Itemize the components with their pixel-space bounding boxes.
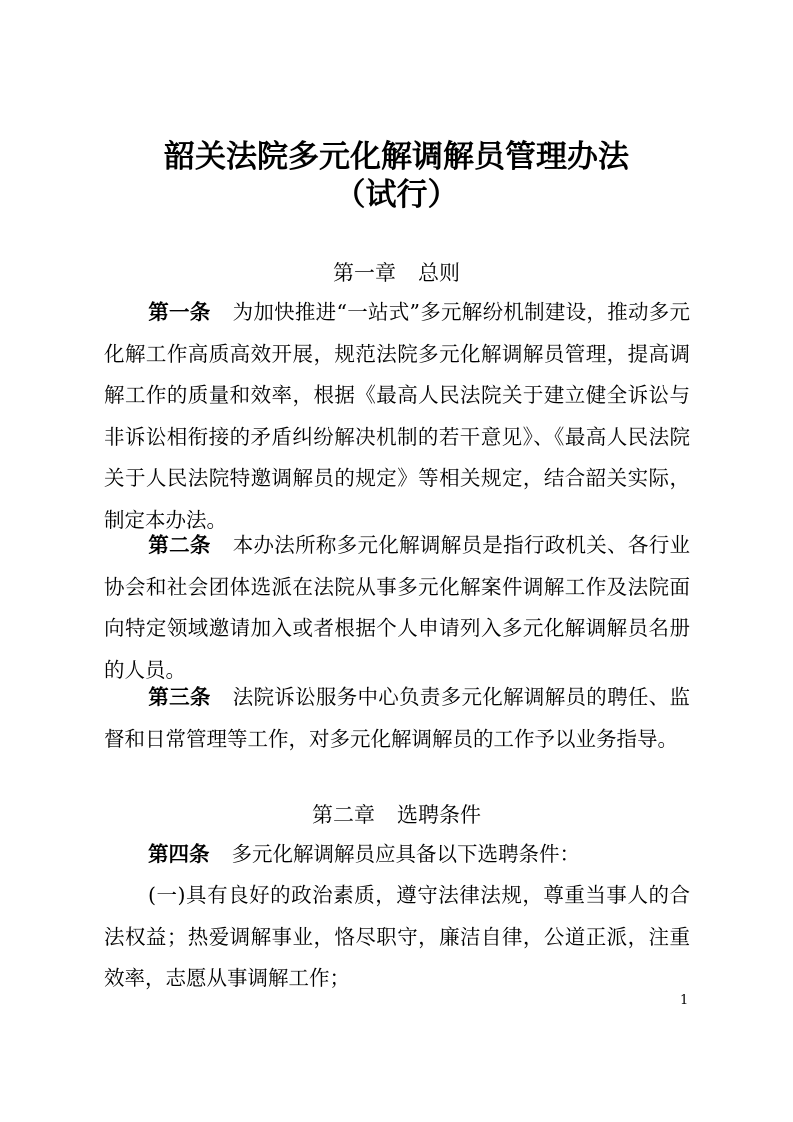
article-paragraph [104,292,690,541]
document-subtitle: （试行） [334,177,459,213]
article-text: 法院诉讼服务中心负责多元化解调解员的聘任、监督和日常管理等工作，对多元化解调解员的工作予以业务指导。 [104,685,691,751]
article-text: 多元化解调解员应具备以下选聘条件： [231,842,580,866]
article-paragraph [104,677,690,760]
article-label: 第一条 [148,300,211,324]
chapter-number: 第二章 [312,803,375,827]
list-item-text: (一)具有良好的政治素质，遵守法律法规，尊重当事人的合法权益；热爱调解事业，恪尽职守，廉洁自律，公道正派，注重效率，志愿从事调解工作； [104,883,690,990]
article-text: 本办法所称多元化解调解员是指行政机关、各行业协会和社会团体选派在法院从事多元化解案件调解工作及法院面向特定领域邀请加入或者根据个人申请列入多元化解调解员名册的人员。 [104,533,691,682]
article-label: 第三条 [148,685,211,709]
document-title: 韶关法院多元化解调解员管理办法 [164,139,629,175]
page-number: 1 [680,993,689,1008]
article-text: 为加快推进“一站式”多元解纷机制建设，推动多元化解工作高质高效开展，规范法院多元化解调解员管理，提高调解工作的质量和效率，根据《最高人民法院关于建立健全诉讼与非诉讼相衔接的矛盾纠纷解决机制的若干意见》、《最高人民法院关于人民法院特邀调解员的规定》等相关规定，结合韶关实际，制定本办法。 [104,300,691,532]
list-item [104,875,690,1000]
article-label: 第四条 [148,842,210,866]
chapter-heading [0,258,793,288]
chapter-name: 选聘条件 [397,803,481,827]
article-paragraph [104,525,690,691]
article-paragraph [104,834,690,876]
chapter-number: 第一章 [333,261,396,285]
article-label: 第二条 [148,533,211,557]
chapter-heading [0,800,793,830]
chapter-name: 总则 [418,261,460,285]
